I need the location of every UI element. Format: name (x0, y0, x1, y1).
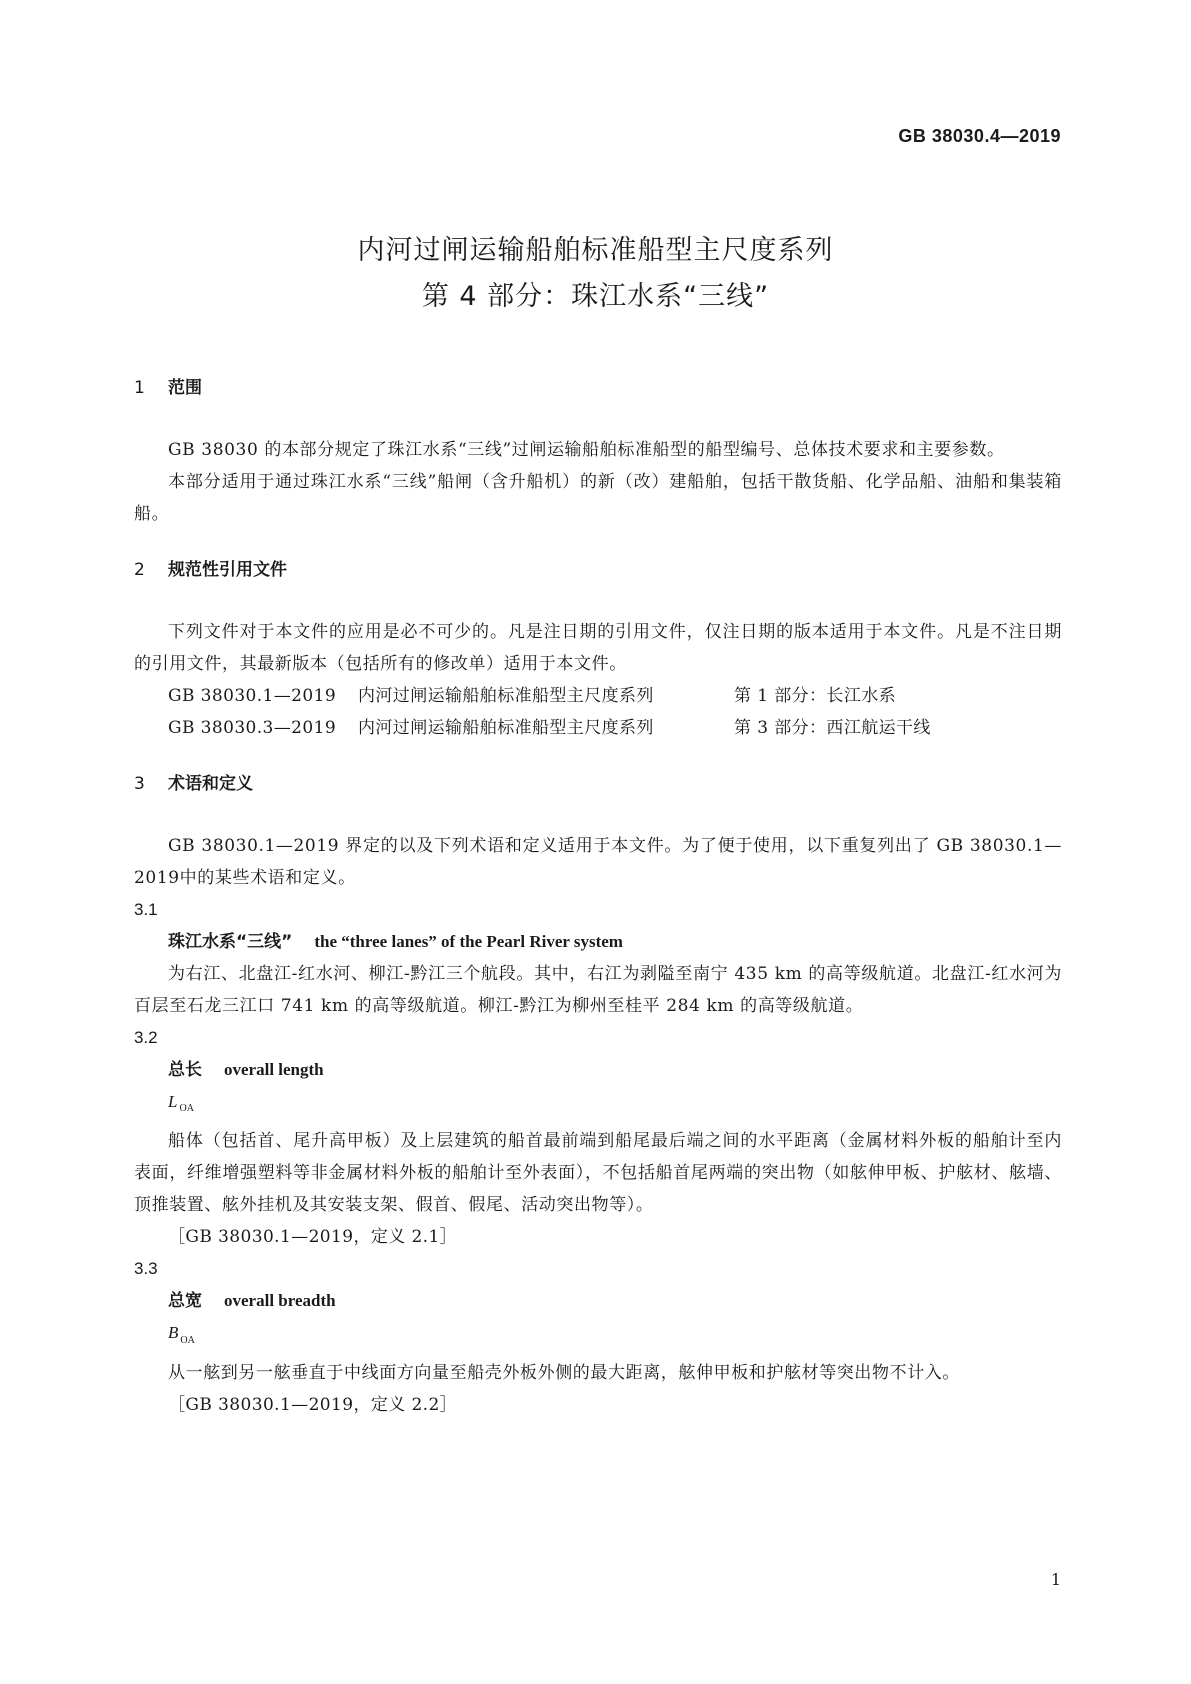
document-title (0, 228, 1191, 320)
term-chinese: 珠江水系“三线” (168, 932, 293, 952)
section-number: 3 (134, 774, 145, 794)
section-3-paragraph-1: GB 38030.1—2019 界定的以及下列术语和定义适用于本文件。为了便于使用，以下重复列出了 GB 38030.1—2019中的某些术语和定义。 (134, 836, 1062, 888)
term-definition: 为右江、北盘江-红水河、柳江-黔江三个航段。其中，右江为剥隘至南宁 435 km 的高等级航道。北盘江-红水河为百层至石龙三江口 741 km 的高等级航道。柳江-黔江为柳州至桂平 284 km 的高等级航道。 (134, 964, 1062, 1016)
term-number: 3.2 (134, 1028, 158, 1047)
document-body (134, 374, 1062, 1421)
reference-code: GB 38030.3—2019 (168, 718, 337, 738)
section-number: 1 (134, 378, 145, 398)
term-number: 3.3 (134, 1259, 158, 1279)
section-2-paragraph-1: 下列文件对于本文件的应用是必不可少的。凡是注日期的引用文件，仅注日期的版本适用于本文件。凡是不注日期的引用文件，其最新版本（包括所有的修改单）适用于本文件。 (134, 622, 1062, 674)
term-chinese: 总宽 (168, 1291, 202, 1312)
reference-title: 内河过闸运输船舶标准船型主尺度系列 (358, 686, 654, 706)
section-2-heading (134, 556, 1062, 584)
symbol-letter: L (168, 1092, 178, 1111)
term-entry (134, 1285, 1062, 1317)
section-number: 2 (134, 560, 145, 580)
reference-code: GB 38030.1—2019 (168, 686, 337, 706)
term-source: ［GB 38030.1—2019，定义 2.1］ (168, 1227, 458, 1248)
title-line-1: 内河过闸运输船舶标准船型主尺度系列 (357, 235, 834, 266)
section-1-paragraph-1: GB 38030 的本部分规定了珠江水系“三线”过闸运输船舶标准船型的船型编号、总体技术要求和主要参数。 (168, 440, 1005, 460)
section-3-heading (134, 770, 1062, 798)
reference-part: 第 3 部分：西江航运干线 (734, 718, 931, 738)
term-chinese: 总长 (168, 1060, 202, 1080)
term-english: overall length (224, 1060, 324, 1079)
term-symbol (134, 1086, 1062, 1125)
section-title: 规范性引用文件 (168, 560, 287, 580)
term-entry (134, 926, 1062, 958)
symbol-letter: B (168, 1323, 179, 1343)
document-code: GB 38030.4—2019 (898, 126, 1061, 146)
symbol-subscript: OA (179, 1103, 194, 1115)
reference-part: 第 1 部分：长江水系 (734, 686, 897, 706)
term-number: 3.1 (134, 900, 158, 919)
page-number: 1 (1050, 1570, 1061, 1589)
term-definition: 从一舷到另一舷垂直于中线面方向量至船壳外板外侧的最大距离，舷伸甲板和护舷材等突出物不计入。 (168, 1362, 960, 1383)
section-1-heading (134, 374, 1062, 402)
term-definition: 船体（包括首、尾升高甲板）及上层建筑的船首最前端到船尾最后端之间的水平距离（金属材料外板的船舶计至内表面，纤维增强塑料等非金属材料外板的船舶计至外表面），不包括船首尾两端的突出物（如舷伸甲板、护舷材、舷墙、顶推装置、舷外挂机及其安装支架、假首、假尾、活动突出物等）。 (134, 1131, 1062, 1216)
reference-title: 内河过闸运输船舶标准船型主尺度系列 (358, 718, 654, 738)
normative-reference (134, 712, 1062, 744)
term-english: overall breadth (224, 1291, 336, 1311)
symbol-subscript: OA (180, 1334, 195, 1346)
term-english: the “three lanes” of the Pearl River system (314, 932, 623, 951)
term-source: ［GB 38030.1—2019，定义 2.2］ (168, 1394, 458, 1415)
section-1-paragraph-2: 本部分适用于通过珠江水系“三线”船闸（含升船机）的新（改）建船舶，包括干散货船、化学品船、油船和集装箱船。 (134, 472, 1062, 524)
term-entry (134, 1054, 1062, 1086)
section-title: 术语和定义 (168, 774, 253, 794)
section-title: 范围 (168, 378, 202, 398)
title-line-2: 第 4 部分：珠江水系“三线” (421, 281, 770, 312)
term-symbol (134, 1317, 1062, 1356)
normative-reference (134, 680, 1062, 712)
